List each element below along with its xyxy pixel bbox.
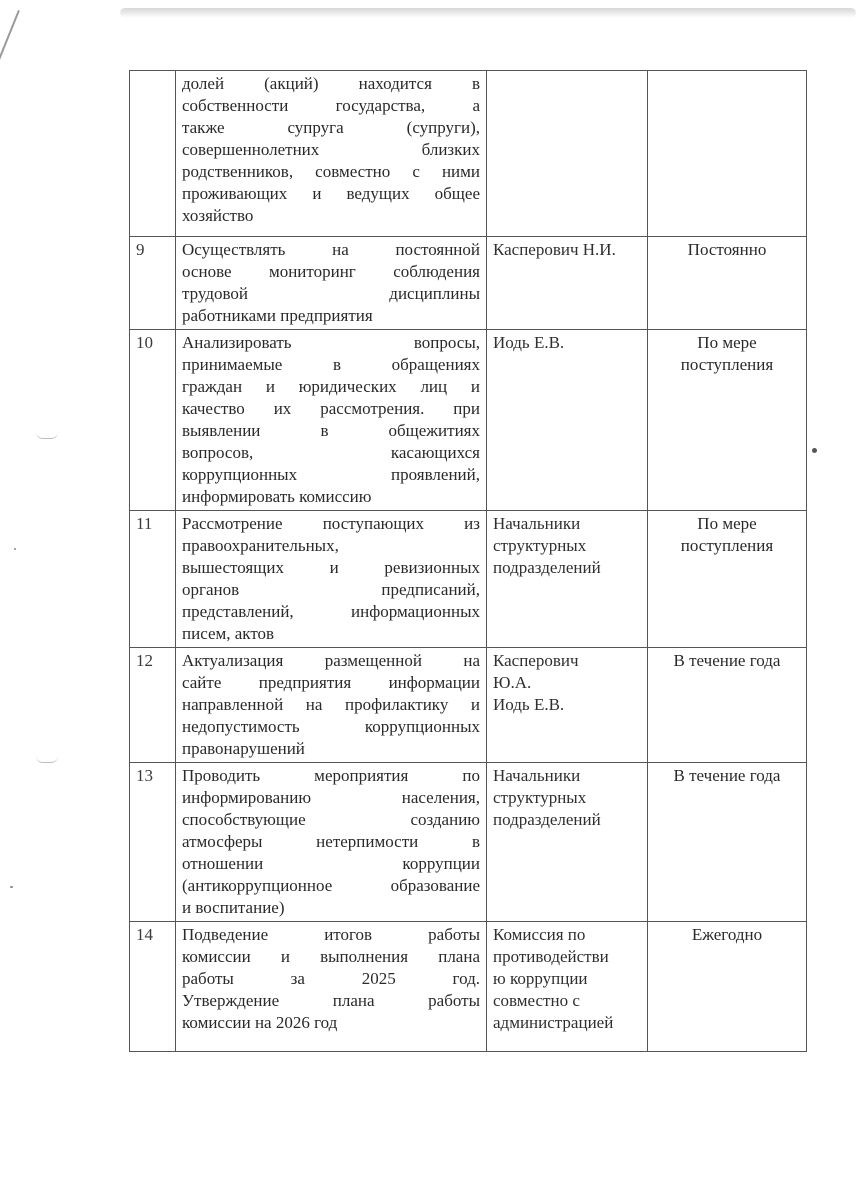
anti-corruption-plan-table (129, 70, 807, 1052)
measure-text-line: собственности государства, а (182, 96, 480, 115)
measure-text-line: хозяйство (182, 206, 254, 225)
measure-text-line: недопустимость коррупционных (182, 717, 480, 736)
measure-text-line: качество их рассмотрения. при (182, 399, 480, 418)
row-number-cell (130, 71, 176, 237)
measure-text-line: совершеннолетних близких (182, 140, 480, 159)
scan-mark (36, 756, 58, 763)
plan-table-body (130, 71, 807, 1052)
table-row (130, 511, 807, 648)
responsible-text-line: Иодь Е.В. (493, 695, 565, 714)
measure-text-line: проживающих и ведущих общее (182, 184, 480, 203)
deadline-text-line: По мере (697, 333, 757, 352)
responsible-text-line: Иодь Е.В. (493, 333, 565, 352)
measure-text-line: выявлении в общежитиях (182, 421, 480, 440)
measure-text-line: работниками предприятия (182, 306, 373, 325)
deadline-cell (648, 237, 807, 330)
deadline-cell (648, 648, 807, 763)
measure-text-line: органов предписаний, (182, 580, 480, 599)
measure-text-line: долей (акций) находится в (182, 74, 480, 93)
responsible-cell (487, 763, 648, 922)
deadline-text-line: Постоянно (687, 240, 767, 259)
measure-text-line: Подведение итогов работы (182, 925, 480, 944)
measure-text-line: Утверждение плана работы (182, 991, 480, 1010)
measure-text-line: направленной на профилактику и (182, 695, 480, 714)
responsible-text-line: Начальники (493, 766, 581, 785)
measure-cell (176, 237, 487, 330)
responsible-cell (487, 330, 648, 511)
measure-text-line: правонарушений (182, 739, 305, 758)
deadline-cell (648, 922, 807, 1052)
measure-cell (176, 763, 487, 922)
measure-text-line: отношении коррупции (182, 854, 480, 873)
measure-text-line: комиссии и выполнения плана (182, 947, 480, 966)
row-number-cell: 13 (130, 763, 176, 922)
measure-text-line: информировать комиссию (182, 487, 372, 506)
responsible-text-line: подразделений (493, 558, 601, 577)
row-number-cell: 12 (130, 648, 176, 763)
measure-cell (176, 330, 487, 511)
measure-text-line: принимаемые в обращениях (182, 355, 480, 374)
responsible-text-line: подразделений (493, 810, 601, 829)
measure-text-line: работы за 2025 год. (182, 969, 480, 988)
row-number-cell: 11 (130, 511, 176, 648)
responsible-text-line: Касперович Н.И. (493, 240, 616, 259)
measure-text-line: граждан и юридических лиц и (182, 377, 480, 396)
responsible-cell (487, 511, 648, 648)
measure-cell (176, 922, 487, 1052)
measure-text-line: атмосферы нетерпимости в (182, 832, 480, 851)
deadline-cell (648, 763, 807, 922)
measure-text-line: также супруга (супруги), (182, 118, 480, 137)
scan-speck (14, 548, 16, 550)
measure-text-line: Актуализация размещенной на (182, 651, 480, 670)
measure-text-line: представлений, информационных (182, 602, 480, 621)
table-row (130, 330, 807, 511)
measure-cell (176, 71, 487, 237)
measure-text-line: родственников, совместно с ними (182, 162, 480, 181)
responsible-text-line: структурных (493, 536, 587, 555)
responsible-cell (487, 648, 648, 763)
deadline-text-line: В течение года (673, 766, 781, 785)
responsible-text-line: администрацией (493, 1013, 614, 1032)
responsible-text-line: структурных (493, 788, 587, 807)
measure-text-line: писем, актов (182, 624, 275, 643)
deadline-text-line: Ежегодно (691, 925, 763, 944)
responsible-text-line: ю коррупции (493, 969, 588, 988)
deadline-text-line: поступления (680, 355, 774, 374)
row-number-cell: 14 (130, 922, 176, 1052)
measure-text-line: комиссии на 2026 год (182, 1013, 338, 1032)
measure-text-line: трудовой дисциплины (182, 284, 480, 303)
responsible-text-line: противодействи (493, 947, 609, 966)
scan-speck (812, 448, 817, 453)
table-row (130, 648, 807, 763)
measure-text-line: Осуществлять на постоянной (182, 240, 480, 259)
deadline-cell (648, 71, 807, 237)
measure-text-line: информированию населения, (182, 788, 480, 807)
responsible-text-line: Ю.А. (493, 673, 532, 692)
deadline-text-line: поступления (680, 536, 774, 555)
responsible-text-line: Касперович (493, 651, 579, 670)
measure-text-line: сайте предприятия информации (182, 673, 480, 692)
scan-shadow-top (120, 8, 856, 18)
responsible-text-line: совместно с (493, 991, 580, 1010)
scan-mark (36, 432, 58, 439)
measure-text-line: Рассмотрение поступающих из (182, 514, 480, 533)
table-row (130, 763, 807, 922)
measure-text-line: вопросов, касающихся (182, 443, 480, 462)
measure-text-line: и воспитание) (182, 898, 285, 917)
table-row (130, 922, 807, 1052)
measure-text-line: правоохранительных, (182, 536, 339, 555)
row-number-cell: 10 (130, 330, 176, 511)
scan-speck (10, 886, 13, 888)
measure-text-line: способствующие созданию (182, 810, 480, 829)
deadline-text-line: В течение года (673, 651, 781, 670)
measure-cell (176, 648, 487, 763)
row-number-cell: 9 (130, 237, 176, 330)
responsible-text-line: Комиссия по (493, 925, 586, 944)
deadline-cell (648, 330, 807, 511)
table-row (130, 237, 807, 330)
measure-text-line: коррупционных проявлений, (182, 465, 480, 484)
measure-text-line: Проводить мероприятия по (182, 766, 480, 785)
scan-edge-mark (0, 10, 20, 63)
table-row (130, 71, 807, 237)
measure-text-line: Анализировать вопросы, (182, 333, 480, 352)
deadline-text-line: По мере (697, 514, 757, 533)
measure-text-line: основе мониторинг соблюдения (182, 262, 480, 281)
responsible-text-line: Начальники (493, 514, 581, 533)
measure-text-line: (антикоррупционное образование (182, 876, 480, 895)
responsible-cell (487, 922, 648, 1052)
responsible-cell (487, 237, 648, 330)
responsible-cell (487, 71, 648, 237)
deadline-cell (648, 511, 807, 648)
measure-text-line: вышестоящих и ревизионных (182, 558, 480, 577)
measure-cell (176, 511, 487, 648)
